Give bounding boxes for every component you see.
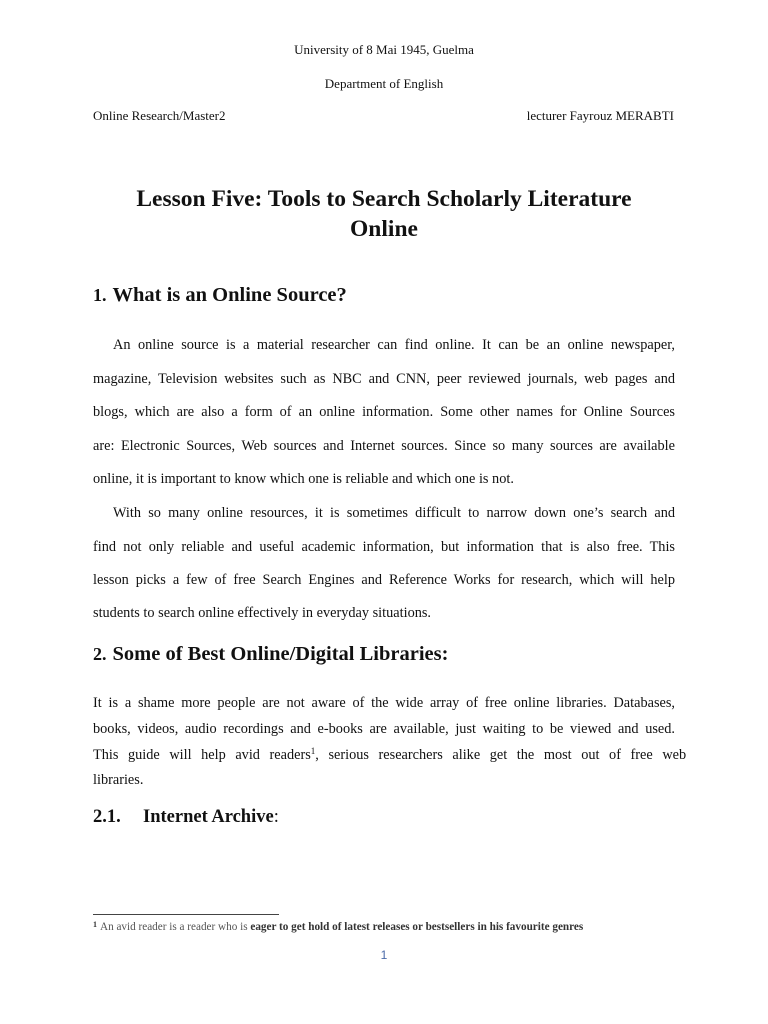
course-label: Online Research/Master2: [93, 108, 226, 123]
paragraph-line: It is a shame more people are not aware of the wide array of free online libraries. Databases,: [93, 695, 675, 711]
footnote-reference[interactable]: 1: [310, 746, 316, 756]
lecturer-label: lecturer Fayrouz MERABTI: [526, 108, 674, 123]
paragraph-line: libraries.: [93, 772, 144, 788]
paragraph-text: , serious researchers alike get the most out of free web: [315, 747, 687, 763]
section-number: 1.: [93, 285, 107, 305]
paragraph-line: blogs, which are also a form of an online information. Some other names for Online Sources: [93, 404, 675, 420]
paragraph-text: This guide will help avid readers: [93, 747, 311, 763]
paragraph-line: [93, 746, 687, 764]
section-title: What is an Online Source?: [112, 284, 347, 306]
paragraph-line: An online source is a material researcher can find online. It can be an online newspaper,: [113, 337, 675, 353]
subsection-suffix: :: [273, 807, 279, 827]
subsection-number: 2.1.: [93, 807, 121, 827]
paragraph-line: With so many online resources, it is sometimes difficult to narrow down one’s search and: [113, 505, 675, 521]
subsection-heading: [93, 807, 279, 828]
footnote: [93, 920, 583, 933]
paragraph-line: lesson picks a few of free Search Engines and Reference Works for research, which will help: [93, 572, 675, 588]
section-title: Some of Best Online/Digital Libraries:: [112, 643, 449, 665]
section-heading-2: [93, 643, 448, 666]
university-name: University of 8 Mai 1945, Guelma: [294, 42, 474, 57]
footnote-emphasis: eager to get hold of latest releases or bestsellers in his favourite genres: [250, 921, 584, 933]
page-number: 1: [380, 948, 388, 962]
section-number: 2.: [93, 644, 107, 664]
paragraph-line: are: Electronic Sources, Web sources and Internet sources. Since so many sources are available: [93, 438, 675, 454]
footnote-text: An avid reader is a reader who is: [100, 921, 251, 933]
paragraph-line: online, it is important to know which one is reliable and which one is not.: [93, 471, 514, 487]
paragraph-line: students to search online effectively in everyday situations.: [93, 605, 432, 621]
paragraph-line: magazine, Television websites such as NBC and CNN, peer reviewed journals, web pages and: [93, 371, 675, 387]
subsection-title: Internet Archive: [143, 807, 274, 827]
paragraph-line: find not only reliable and useful academic information, but information that is also free. This: [93, 539, 675, 555]
section-heading-1: [93, 284, 347, 307]
lesson-title: Lesson Five: Tools to Search Scholarly Literature Online: [136, 186, 632, 242]
footnote-divider: [93, 914, 279, 915]
department-name: Department of English: [324, 76, 444, 91]
footnote-marker: 1: [93, 920, 97, 929]
paragraph-line: books, videos, audio recordings and e-books are available, just waiting to be viewed and used.: [93, 721, 675, 737]
